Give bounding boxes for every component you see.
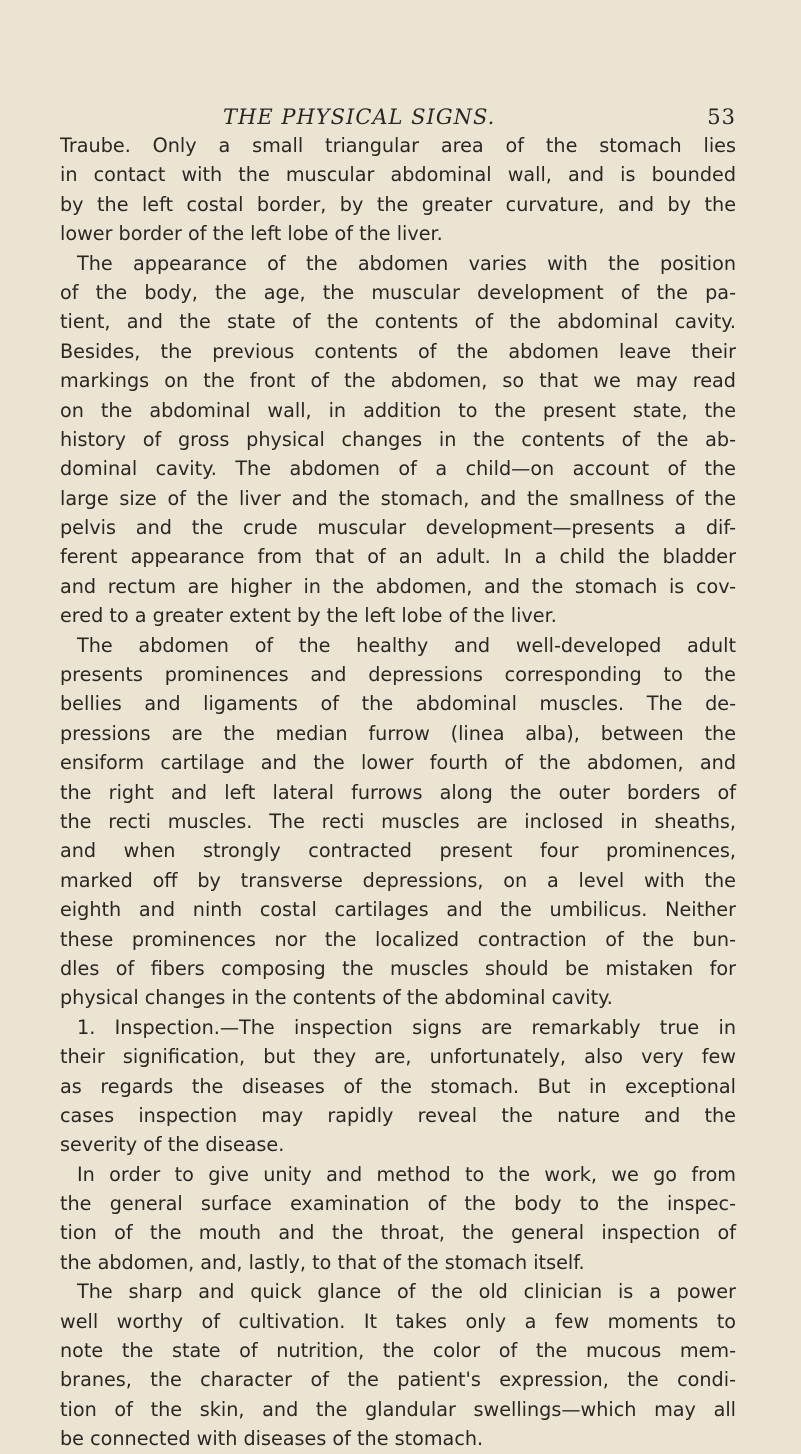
text-line: their signification, but they are, unfortunately, also very few bbox=[60, 1045, 736, 1069]
text-line: The appearance of the abdomen varies with the position bbox=[77, 251, 736, 275]
text-line: severity of the disease. bbox=[60, 1133, 285, 1157]
text-line: the right and left lateral furrows along the outer borders of bbox=[60, 780, 736, 804]
text-line: presents prominences and depressions corresponding to the bbox=[60, 663, 736, 687]
text-line: and rectum are higher in the abdomen, and the stomach is cov- bbox=[60, 574, 736, 598]
text-line: ensiform cartilage and the lower fourth of the abdomen, and bbox=[60, 751, 736, 775]
text-line: bellies and ligaments of the abdominal muscles. The de- bbox=[60, 692, 736, 716]
text-line: cases inspection may rapidly reveal the nature and the bbox=[60, 1103, 736, 1127]
text-line: lower border of the left lobe of the liver. bbox=[60, 222, 443, 246]
text-line: dominal cavity. The abdomen of a child—on account of the bbox=[60, 457, 736, 481]
text-line: Besides, the previous contents of the abdomen leave their bbox=[60, 339, 736, 363]
text-line: ferent appearance from that of an adult. In a child the bladder bbox=[60, 545, 736, 569]
text-line: the recti muscles. The recti muscles are inclosed in sheaths, bbox=[60, 809, 736, 833]
text-line: pressions are the median furrow (linea alba), between the bbox=[60, 721, 736, 745]
text-line: as regards the diseases of the stomach. But in exceptional bbox=[60, 1074, 736, 1098]
text-line: dles of fibers composing the muscles should be mistaken for bbox=[60, 956, 736, 980]
text-line: the general surface examination of the body to the inspec- bbox=[60, 1192, 736, 1216]
text-line: these prominences nor the localized contraction of the bun- bbox=[60, 927, 736, 951]
text-line: large size of the liver and the stomach, and the smallness of the bbox=[60, 486, 736, 510]
running-title: THE PHYSICAL SIGNS. bbox=[223, 105, 496, 129]
text-line: well worthy of cultivation. It takes only a few moments to bbox=[60, 1309, 736, 1333]
text-line: on the abdominal wall, in addition to the present state, the bbox=[60, 398, 736, 422]
text-line: physical changes in the contents of the abdominal cavity. bbox=[60, 986, 613, 1010]
text-line: eighth and ninth costal cartilages and the umbilicus. Neither bbox=[60, 898, 736, 922]
page-number: 53 bbox=[707, 105, 736, 129]
text-line: history of gross physical changes in the contents of the ab- bbox=[60, 427, 736, 451]
text-line: be connected with diseases of the stomach. bbox=[60, 1427, 484, 1451]
text-line: by the left costal border, by the greater curvature, and by the bbox=[60, 192, 736, 216]
text-line: the abdomen, and, lastly, to that of the stomach itself. bbox=[60, 1250, 585, 1274]
text-line: markings on the front of the abdomen, so that we may read bbox=[60, 369, 736, 393]
text-line: branes, the character of the patient's expression, the condi- bbox=[60, 1368, 736, 1392]
text-line: The sharp and quick glance of the old clinician is a power bbox=[77, 1280, 736, 1304]
text-line: and when strongly contracted present four prominences, bbox=[60, 839, 736, 863]
text-line: ered to a greater extent by the left lobe of the liver. bbox=[60, 604, 557, 628]
text-line: pelvis and the crude muscular development—presents a dif- bbox=[60, 516, 736, 540]
text-line: tion of the mouth and the throat, the general inspection of bbox=[60, 1221, 736, 1245]
text-line: note the state of nutrition, the color of the mucous mem- bbox=[60, 1339, 736, 1363]
text-line: tion of the skin, and the glandular swellings—which may all bbox=[60, 1397, 736, 1421]
body-text bbox=[60, 131, 736, 1454]
text-line: in contact with the muscular abdominal wall, and is bounded bbox=[60, 163, 736, 187]
text-line: 1. Inspection.—The inspection signs are remarkably true in bbox=[77, 1015, 736, 1039]
text-line: tient, and the state of the contents of the abdominal cavity. bbox=[60, 310, 736, 334]
running-head bbox=[60, 103, 736, 131]
text-line: of the body, the age, the muscular development of the pa- bbox=[60, 280, 736, 304]
text-line: The abdomen of the healthy and well-developed adult bbox=[77, 633, 736, 657]
text-line: marked off by transverse depressions, on a level with the bbox=[60, 868, 736, 892]
text-line: Traube. Only a small triangular area of the stomach lies bbox=[60, 134, 736, 157]
text-line: In order to give unity and method to the work, we go from bbox=[77, 1162, 736, 1186]
